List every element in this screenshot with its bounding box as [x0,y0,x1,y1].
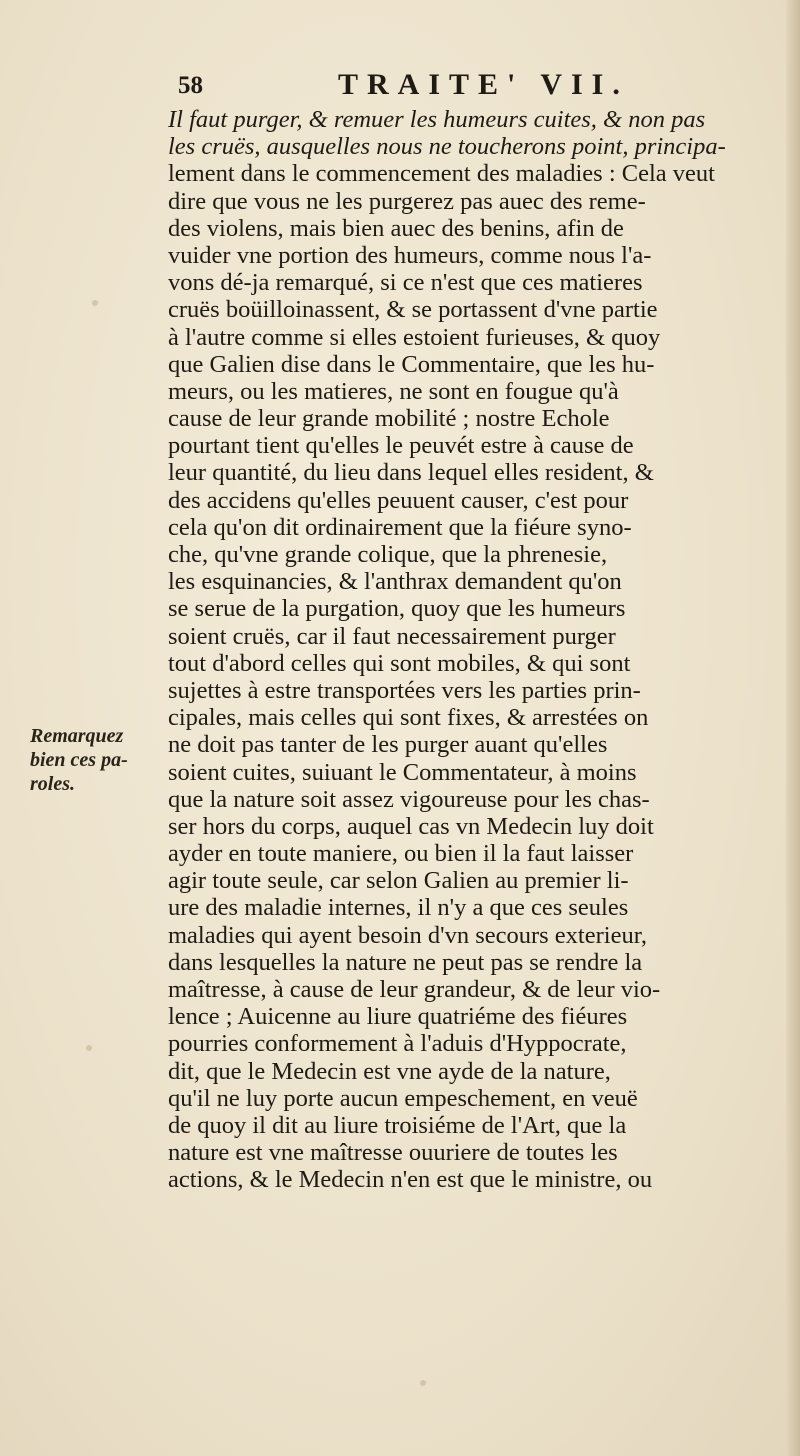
page-header [178,68,798,104]
text-line: ure des maladie internes, il n'y a que ces seules [168,894,629,922]
text-line: meurs, ou les matieres, ne sont en fougue qu'à [168,377,619,405]
text-line: que Galien dise dans le Commentaire, que les hu- [168,350,655,378]
text-line: lence ; Auicenne au liure quatriéme des fiéures [168,1003,628,1031]
text-line: des accidens qu'elles peuuent causer, c'est pour [168,486,629,514]
margin-note-line: Remarquez [30,725,124,747]
text-line: soient cruës, car il faut necessairement purger [168,622,616,650]
running-title: TRAITE' VII. [338,68,629,101]
text-line: nature est vne maîtresse ouuriere de toutes les [168,1139,618,1167]
margin-note-line: roles. [30,773,75,795]
text-line: che, qu'vne grande colique, que la phrenesie, [168,541,608,568]
text-line: pourries conformement à l'aduis d'Hyppocrate, [168,1030,627,1058]
text-line: leur quantité, du lieu dans lequel elles resident, & [168,459,654,487]
text-line: dans lesquelles la nature ne peut pas se rendre la [168,948,643,976]
text-line: dire que vous ne les purgerez pas auec des reme- [168,187,646,215]
paper-spot [420,1380,426,1386]
paper-spot [92,300,98,306]
text-line: que la nature soit assez vigoureuse pour les chas- [168,785,650,813]
text-line: maladies qui ayent besoin d'vn secours exterieur, [168,921,647,949]
text-line: agir toute seule, car selon Galien au premier li- [168,867,629,895]
text-line: à l'autre comme si elles estoient furieuses, & quoy [168,323,661,351]
text-line: tout d'abord celles qui sont mobiles, & qui sont [168,649,631,677]
text-line: vuider vne portion des humeurs, comme nous l'a- [168,241,652,269]
text-line: ser hors du corps, auquel cas vn Medecin luy doit [168,812,654,840]
paper-spot [86,1045,92,1051]
page-number: 58 [178,72,203,99]
text-line: ne doit pas tanter de les purger auant qu'elles [168,731,608,759]
text-line: Il faut purger, & remuer les humeurs cuites, & non pas [168,106,706,133]
text-line: les esquinancies, & l'anthrax demandent qu'on [168,568,622,596]
text-line: maîtresse, à cause de leur grandeur, & de leur vio- [168,976,661,1003]
text-line: de quoy il dit au liure troisiéme de l'Art, que la [168,1111,627,1139]
text-line: cause de leur grande mobilité ; nostre Echole [168,405,610,433]
text-line: lement dans le commencement des maladies : Cela veut [168,160,715,188]
margin-note-line: bien ces pa- [30,749,128,771]
text-line: cruës boüilloinassent, & se portassent d'vne partie [168,296,658,324]
text-line: soient cuites, suiuant le Commentateur, à moins [168,758,637,786]
text-line: cipales, mais celles qui sont fixes, & arrestées on [168,704,649,732]
body-text [168,106,790,1194]
text-line: vons dé-ja remarqué, si ce n'est que ces matieres [168,269,643,297]
text-line: ayder en toute maniere, ou bien il la faut laisser [168,840,634,868]
text-line: dit, que le Medecin est vne ayde de la nature, [168,1057,611,1085]
margin-note [30,724,175,796]
text-line: qu'il ne luy porte aucun empeschement, en veuë [168,1084,638,1112]
text-line: des violens, mais bien auec des benins, afin de [168,214,624,242]
text-line: cela qu'on dit ordinairement que la fiéure syno- [168,513,632,541]
text-line: actions, & le Medecin n'en est que le ministre, ou [168,1166,653,1194]
text-line: sujettes à estre transportées vers les parties prin- [168,676,641,704]
text-line: les cruës, ausquelles nous ne toucherons point, principa- [168,133,726,161]
text-line: pourtant tient qu'elles le peuvét estre à cause de [168,432,634,460]
text-line: se serue de la purgation, quoy que les humeurs [168,595,626,623]
